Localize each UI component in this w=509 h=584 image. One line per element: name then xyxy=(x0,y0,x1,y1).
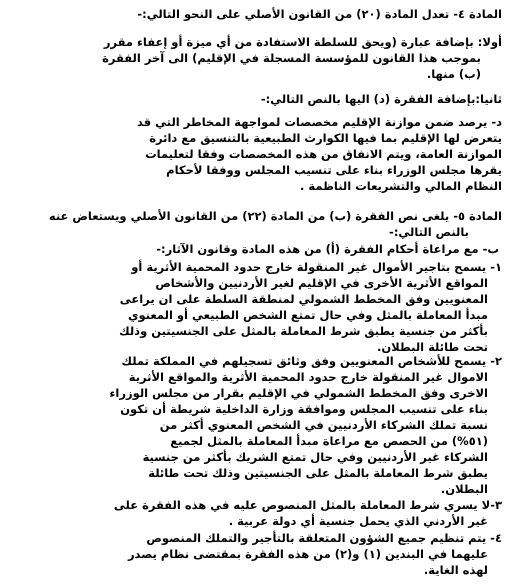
paragraph-d-line-2: يتعرض لها الإقليم بما فيها الكوارث الطبيعية بالتنسيق مع دائرة xyxy=(149,131,502,145)
item-4-line-1: ٤- يتم تنظيم جميع الشؤون المتعلقة بالتأجير والتملك المنصوص xyxy=(146,531,502,545)
item-3-line-1: ٣-لا يسري شرط المعاملة بالمثل المنصوص عليه في هذه الفقرة على xyxy=(113,498,502,512)
item-2-line-1: ٢- يسمح للأشخاص المعنويين وفق وثائق تسجيلهم في المملكة تملك xyxy=(121,354,502,368)
paragraph-d-line-1: د- يرصد ضمن موازنة الإقليم مخصصات لمواجهة المخاطر التي قد xyxy=(136,115,502,129)
item-1-line-5: بأكثر من جنسية يطبق شرط المعاملة بالمثل على الجنسيتين وذلك xyxy=(119,324,488,338)
article-5-heading-line-1: المادة ٥- يلغى نص الفقرة (ب) من المادة (٢٢) من القانون الأصلي ويستعاض عنه xyxy=(48,209,502,223)
item-1-line-6: تحت طائلة البطلان. xyxy=(377,340,488,354)
item-1-line-1: ١- يسمح بتاجير الأموال غير المنقولة خارج حدود المحمية الأثرية أو xyxy=(131,260,502,274)
item-4-line-3: لهذه الغاية. xyxy=(423,563,488,577)
article-4-second-heading: ثانيا:بإضافة الفقرة (د) اليها بالنص التالي:- xyxy=(260,92,502,106)
item-1-line-2: المواقع الأثرية الأخرى في الإقليم لغير الأردنيين والأشخاص xyxy=(155,276,488,290)
item-2-line-9: البطلان. xyxy=(440,482,488,496)
item-2-line-4: بناء على تنسيب المجلس وموافقة وزارة الداخلية شريطة أن تكون xyxy=(120,402,488,416)
paragraph-d-line-5: النظام المالي والتشريعات الناظمة . xyxy=(300,179,502,193)
item-2-line-6: (٥١%) من الحصص مع مراعاة مبدأ المعاملة بالمثل لجميع xyxy=(170,434,488,448)
item-2-line-5: نسبة تملك الشركاء الأردنيين في الشخص المعنوي أكثر من xyxy=(159,418,488,432)
item-2-line-2: الاموال غير المنقولة خارج حدود المحمية الأثرية والمواقع الأثرية xyxy=(128,370,488,384)
article-4-first-line-2: بموجب هذا القانون للمؤسسة المسجلة في الإقليم) الى آخر الفقرة xyxy=(102,51,481,65)
article-5-heading-line-2: بالنص التالي:- xyxy=(389,225,469,239)
paragraph-d-line-4: يقرها مجلس الوزراء بناء على تنسيب المجلس ووفقا لأحكام xyxy=(166,163,502,177)
article-4-first-line-3: (ب) منها. xyxy=(426,67,481,81)
item-1-line-3: المعنويين وفق المخطط الشمولي لمنطقة السلطة على ان يراعى xyxy=(119,292,488,306)
item-2-line-8: يطبق شرط المعاملة بالمثل على الجنسيتين وذلك تحت طائلة xyxy=(148,466,488,480)
paragraph-d-line-3: الموازنة العامة، ويتم الانفاق من هذه المخصصات وفقا لتعليمات xyxy=(145,147,502,161)
item-1-line-4: مبدأ المعاملة بالمثل وفي حال تمتع الشخص الطبيعي أو المعنوي xyxy=(127,308,488,322)
article-5-intro: ب- مع مراعاة أحكام الفقرة (أ) من هذه المادة وقانون الآثار:- xyxy=(156,242,499,256)
item-4-line-2: عليهما في البندين (١) و(٢) من هذه الفقرة بمقتضى نظام يصدر xyxy=(127,547,488,561)
item-3-line-2: غير الأردني الذي يحمل جنسية أي دولة عربية . xyxy=(228,514,488,528)
article-4-heading: المادة ٤- تعدل المادة (٢٠) من القانون الأصلي على النحو التالي:- xyxy=(137,7,502,21)
item-2-line-3: الاخرى وفق المخطط الشمولي في الإقليم بقرار من مجلس الوزراء xyxy=(109,386,488,400)
article-4-first-line-1: أولا: بإضافة عبارة (ويحق للسلطة الاستفادة من أي ميزة أو إعفاء مقرر xyxy=(103,35,502,49)
item-2-line-7: الشركاء غير الأردنيين وفي حال تمتع الشريك بأكثر من جنسية xyxy=(142,450,488,464)
